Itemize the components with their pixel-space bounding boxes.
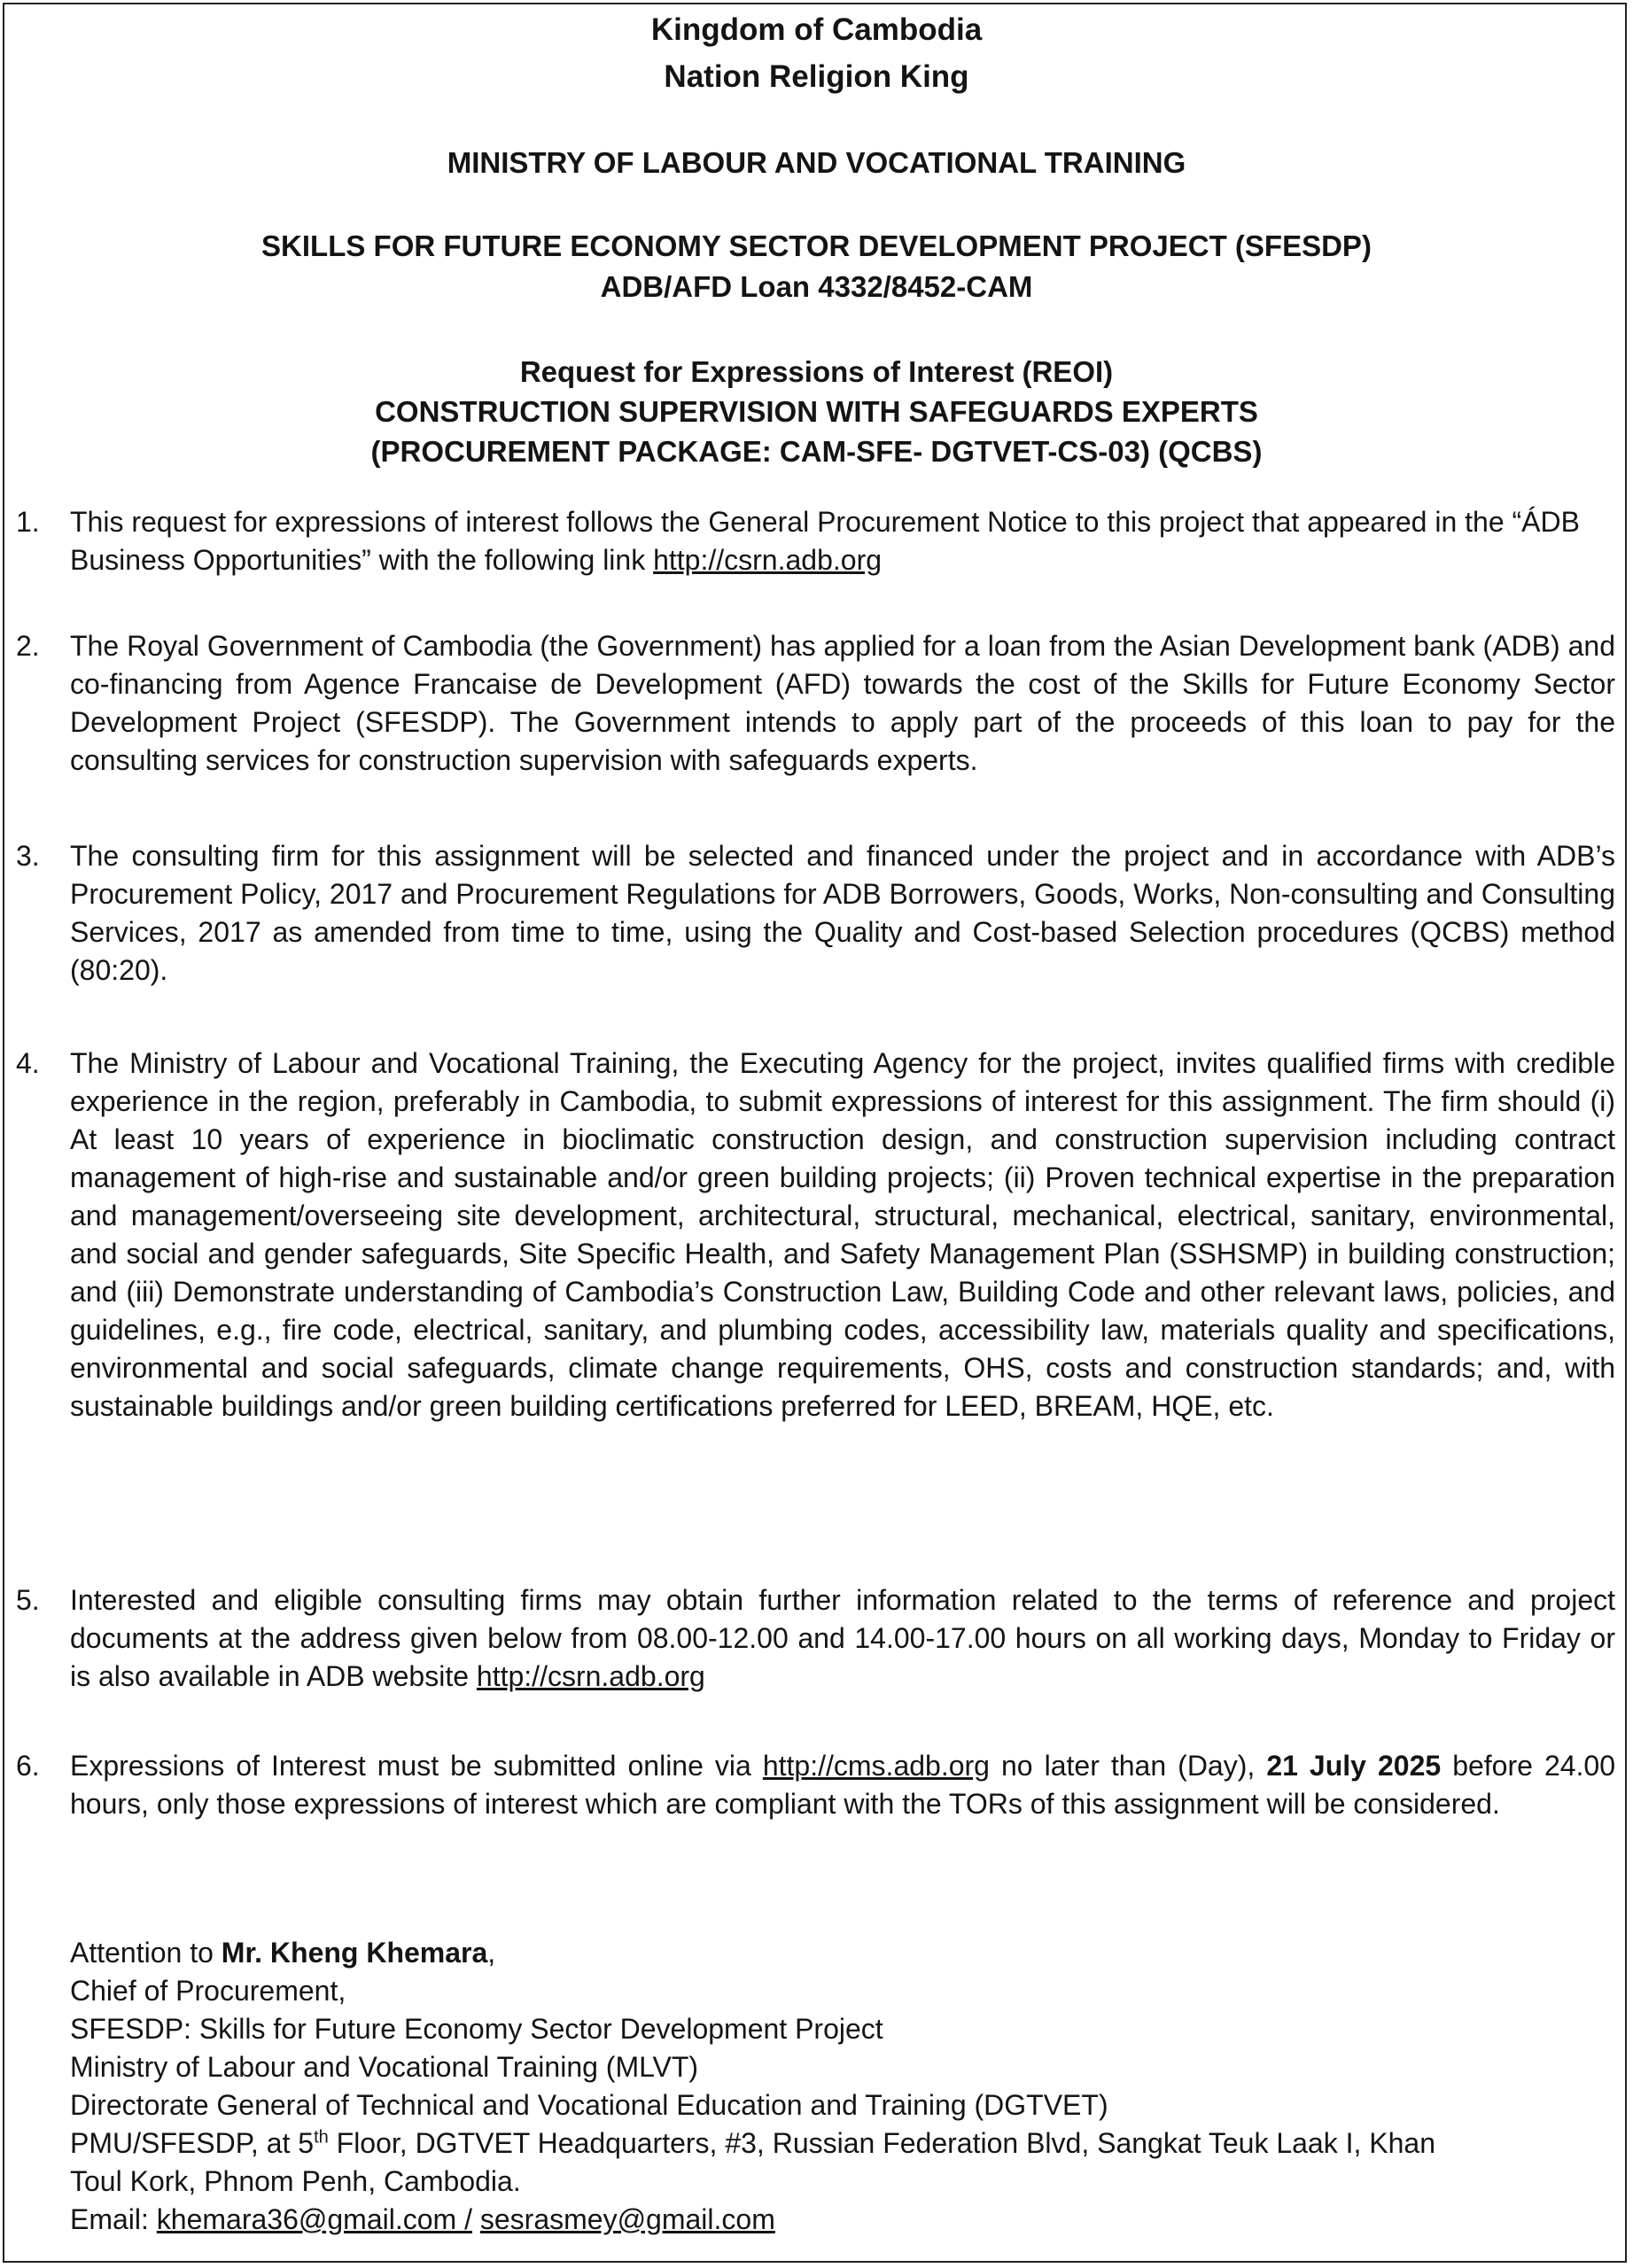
header-kingdom: Kingdom of Cambodia [650, 12, 983, 47]
item-number: 4. [16, 1047, 40, 1079]
item-number: 3. [16, 840, 40, 872]
contact-address-line1 [70, 2124, 1621, 2163]
item-text: The consulting firm for this assignment will be selected and financed under the project and in accordance with ADB’s Procurement Policy, 2017 and Procurement Regulations for ADB Borrowers, Goods, Works, Non-consulting and Consulting Services, 2017 as amended from time to time, using the Quality and Cost-based Selection procedures (QCBS) method (80:20). [70, 840, 1615, 986]
item-text-part: This request for expressions of interest follows the General Procurement Notice to this project that appeared in the “ÁDB Business Opportunities” with the following link [70, 506, 1580, 576]
header-ministry: MINISTRY OF LABOUR AND VOCATIONAL TRAINING [447, 146, 1186, 179]
item-number: 1. [16, 506, 40, 538]
attention-suffix: , [487, 1937, 496, 1969]
email-link-sesrasmey[interactable]: sesrasmey@gmail.com [479, 2203, 775, 2235]
item-text [70, 1581, 1615, 1696]
list-item-3 [16, 837, 1615, 990]
item-text-part: Interested and eligible consulting firms may obtain further information related to the terms of reference and project documents at the address given below from 08.00-12.00 and 14.00-17.00 hours on all working days, Monday to Friday or is also available in ADB website [70, 1584, 1615, 1692]
item-text [70, 1747, 1615, 1823]
attention-name: Mr. Kheng Khemara [221, 1937, 488, 1969]
attention-line [70, 1934, 1621, 1972]
email-link-khemara[interactable]: khemara36@gmail.com / [156, 2203, 472, 2235]
adb-website-link[interactable]: http://csrn.adb.org [476, 1660, 705, 1692]
address-superscript: th [314, 2127, 329, 2148]
list-item-6 [16, 1747, 1615, 1823]
address-part: Floor, DGTVET Headquarters, #3, Russian Federation Blvd, Sangkat Teuk Laak I, Khan [328, 2127, 1436, 2159]
contact-role: Chief of Procurement, [70, 1975, 346, 2007]
contact-address-line2: Toul Kork, Phnom Penh, Cambodia. [70, 2165, 521, 2197]
list-item-5 [16, 1581, 1615, 1696]
attention-prefix: Attention to [70, 1937, 222, 1969]
list-item-4 [16, 1045, 1615, 1425]
contact-directorate: Directorate General of Technical and Vocational Education and Training (DGTVET) [70, 2089, 1108, 2121]
item-number: 2. [16, 630, 40, 662]
email-separator [472, 2203, 480, 2235]
address-part: PMU/SFESDP, at 5 [70, 2127, 315, 2159]
item-text: The Ministry of Labour and Vocational Training, the Executing Agency for the project, invites qualified firms with credible experience in the region, preferably in Cambodia, to submit expressions of interest for this assignment. The firm should (i) At least 10 years of experience in bioclimatic construction design, and construction supervision including contract management of high-rise and sustainable and/or green building projects; (ii) Proven technical expertise in the preparation and management/overseeing site development, architectural, structural, mechanical, electrical, sanitary, environmental, and social and gender safeguards, Site Specific Health, and Safety Management Plan (SSHSMP) in building construction; and (iii) Demonstrate understanding of Cambodia’s Construction Law, Building Code and other relevant laws, policies, and guidelines, e.g., fire code, electrical, sanitary, and plumbing codes, accessibility law, materials quality and specifications, environmental and social safeguards, climate change requirements, OHS, costs and construction standards; and, with sustainable buildings and/or green building certifications preferred for LEED, BREAM, HQE, etc. [70, 1047, 1615, 1422]
contact-email-line [70, 2201, 1621, 2239]
header-motto: Nation Religion King [664, 59, 969, 94]
list-item-1 [16, 503, 1615, 579]
header-reoi: Request for Expressions of Interest (REOI) [519, 355, 1114, 388]
cms-adb-link[interactable]: http://cms.adb.org [762, 1750, 990, 1782]
header-package: (PROCUREMENT PACKAGE: CAM-SFE- DGTVET-CS-03) (QCBS) [370, 435, 1263, 468]
item-text-part: before 24.00 hours, only those expressions of interest which are compliant with the TORs of this assignment will be considered. [70, 1750, 1616, 1820]
item-text-part: no later than (Day), [989, 1750, 1267, 1782]
deadline-date: 21 July 2025 [1266, 1750, 1442, 1782]
adb-business-link[interactable]: http://csrn.adb.org [653, 544, 883, 576]
item-text-part: Expressions of Interest must be submitted online via [70, 1750, 763, 1782]
item-text [70, 503, 1615, 579]
item-text: The Royal Government of Cambodia (the Government) has applied for a loan from the Asian Development bank (ADB) and co-financing from Agence Francaise de Development (AFD) towards the cost of the Skills for Future Economy Sector Development Project (SFESDP). The Government intends to apply part of the proceeds of this loan to pay for the consulting services for construction supervision with safeguards experts. [70, 630, 1615, 776]
email-label: Email: [70, 2203, 157, 2235]
contact-project: SFESDP: Skills for Future Economy Sector Development Project [70, 2013, 883, 2045]
item-number: 5. [16, 1584, 40, 1616]
header-loan: ADB/AFD Loan 4332/8452-CAM [600, 270, 1033, 303]
contact-block [70, 1934, 1621, 2239]
header-project: SKILLS FOR FUTURE ECONOMY SECTOR DEVELOPMENT PROJECT (SFESDP) [261, 229, 1372, 262]
contact-ministry: Ministry of Labour and Vocational Training (MLVT) [70, 2051, 699, 2083]
header-assignment: CONSTRUCTION SUPERVISION WITH SAFEGUARDS EXPERTS [375, 395, 1258, 428]
list-item-2 [16, 627, 1615, 780]
item-number: 6. [16, 1750, 40, 1782]
